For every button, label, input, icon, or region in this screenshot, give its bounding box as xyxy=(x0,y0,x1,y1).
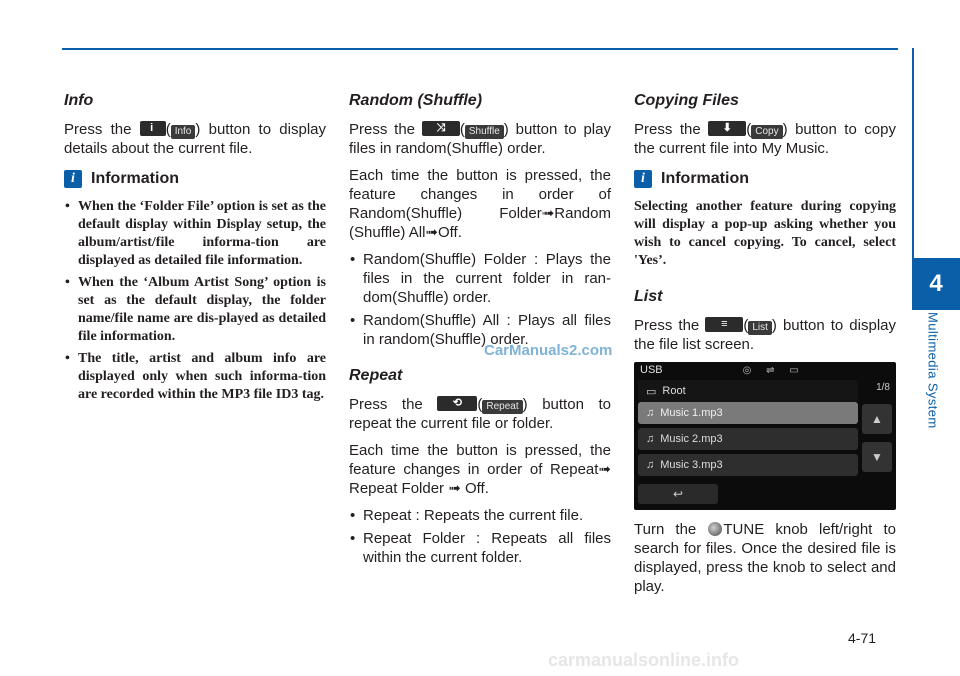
copy-note-title: Information xyxy=(661,170,749,187)
screen-source: USB xyxy=(640,364,663,376)
repeat-list xyxy=(349,506,611,567)
list-button xyxy=(705,317,743,332)
list-item: • Random(Shuffle) All : Plays all files in random(Shuffle) order. xyxy=(349,311,611,349)
information-icon: i xyxy=(634,170,652,188)
top-rule xyxy=(62,48,898,50)
status-icons: ◎ ⇌ ▭ xyxy=(742,364,805,376)
list-item: • The title, artist and album info are displayed only when such informa-tion are recorded within the MP3 file ID3 tag. xyxy=(64,350,326,404)
folder-icon: ▭ xyxy=(646,385,657,398)
info-note-title: Information xyxy=(91,170,179,187)
shuffle-label: Shuffle xyxy=(465,125,504,139)
copy-paragraph: Press the ⬇ ( Copy ) button to copy the current file into My Music. xyxy=(634,121,896,157)
chapter-title: Multimedia System xyxy=(925,312,941,429)
random-list xyxy=(349,250,611,349)
list-item: • Random(Shuffle) Folder : Plays the files in the current folder in ran-dom(Shuffle) order. xyxy=(349,250,611,307)
scroll-up-icon: ▲ xyxy=(862,404,892,434)
scroll-down-icon: ▼ xyxy=(862,442,892,472)
music-note-icon: ♫ xyxy=(646,407,655,419)
info-paragraph: Press the i ( Info ) button to display details about the current file. xyxy=(64,121,326,157)
info-icon: i xyxy=(150,122,154,134)
copy-button xyxy=(708,121,746,136)
root-folder-row: ▭ Root xyxy=(638,380,858,402)
file-row: ♫ Music 1.mp3 xyxy=(638,402,858,424)
info-button xyxy=(140,121,166,136)
back-icon: ↩ xyxy=(638,484,718,504)
repeat-icon: ⟲ xyxy=(452,397,462,409)
column-copy-list xyxy=(634,92,896,604)
column-random-repeat xyxy=(349,92,611,571)
random-description: Each time the button is pressed, the feature changes in order of Random(Shuffle) Folder➟Random (Shuffle) All➟Off. xyxy=(349,167,611,241)
page-number: 4-71 xyxy=(848,630,877,646)
tune-knob-icon xyxy=(708,522,722,536)
column-info xyxy=(64,92,326,408)
list-paragraph: Press the ≡ ( List ) button to display the file list screen. xyxy=(634,317,897,353)
random-paragraph: Press the ⤨ ( Shuffle ) button to play files in random(Shuffle) order. xyxy=(349,121,611,157)
shuffle-icon: ⤨ xyxy=(436,122,446,134)
list-icon: ≡ xyxy=(721,318,728,330)
copy-label: Copy xyxy=(751,125,782,139)
repeat-button xyxy=(437,396,477,411)
chapter-tab: 4 xyxy=(912,258,960,310)
repeat-heading: Repeat xyxy=(349,367,403,384)
side-rule xyxy=(912,48,914,258)
list-item: • Repeat Folder : Repeats all files within the current folder. xyxy=(349,529,611,567)
list-label: List xyxy=(748,321,772,335)
random-heading: Random (Shuffle) xyxy=(349,92,483,109)
copy-icon: ⬇ xyxy=(722,122,732,134)
page-indicator: 1/8 xyxy=(876,382,890,393)
info-heading: Info xyxy=(64,92,94,109)
copy-note-text: Selecting another feature during copying will display a pop-up asking whether you wish to cancel copying. To cancel, select 'Yes’. xyxy=(634,199,896,268)
copy-heading: Copying Files xyxy=(634,92,739,109)
repeat-paragraph: Press the ⟲ ( Repeat ) button to repeat the current file or folder. xyxy=(349,396,611,432)
information-icon: i xyxy=(64,170,82,188)
tune-paragraph: Turn the TUNE knob left/right to search for files. Once the desired file is displayed, press the knob to select and play. xyxy=(634,521,896,595)
music-note-icon: ♫ xyxy=(646,433,655,445)
copy-note-header xyxy=(634,170,896,188)
list-item: • When the ‘Folder File’ option is set as the default display within Display setup, the album/artist/file informa-tion are displayed as detailed file information. xyxy=(64,198,326,270)
list-item: • Repeat : Repeats the current file. xyxy=(349,506,611,525)
repeat-label: Repeat xyxy=(482,400,522,414)
list-heading: List xyxy=(634,288,663,305)
info-notes-list xyxy=(64,198,326,404)
file-row: ♫ Music 3.mp3 xyxy=(638,454,858,476)
list-item: • When the ‘Album Artist Song’ option is set as the default display, the folder name/file name are dis-played as detailed file information. xyxy=(64,274,326,346)
info-note-header xyxy=(64,170,326,188)
file-row: ♫ Music 2.mp3 xyxy=(638,428,858,450)
footer-watermark: carmanualsonline.info xyxy=(548,650,740,670)
shuffle-button xyxy=(422,121,460,136)
repeat-description: Each time the button is pressed, the feature changes in order of Repeat➟ Repeat Folder ➟ Off. xyxy=(349,442,611,497)
music-note-icon: ♫ xyxy=(646,459,655,471)
info-label: Info xyxy=(171,125,196,139)
screen-header xyxy=(634,362,896,378)
file-list-screen xyxy=(634,362,896,510)
watermark: CarManuals2.com xyxy=(484,342,613,359)
